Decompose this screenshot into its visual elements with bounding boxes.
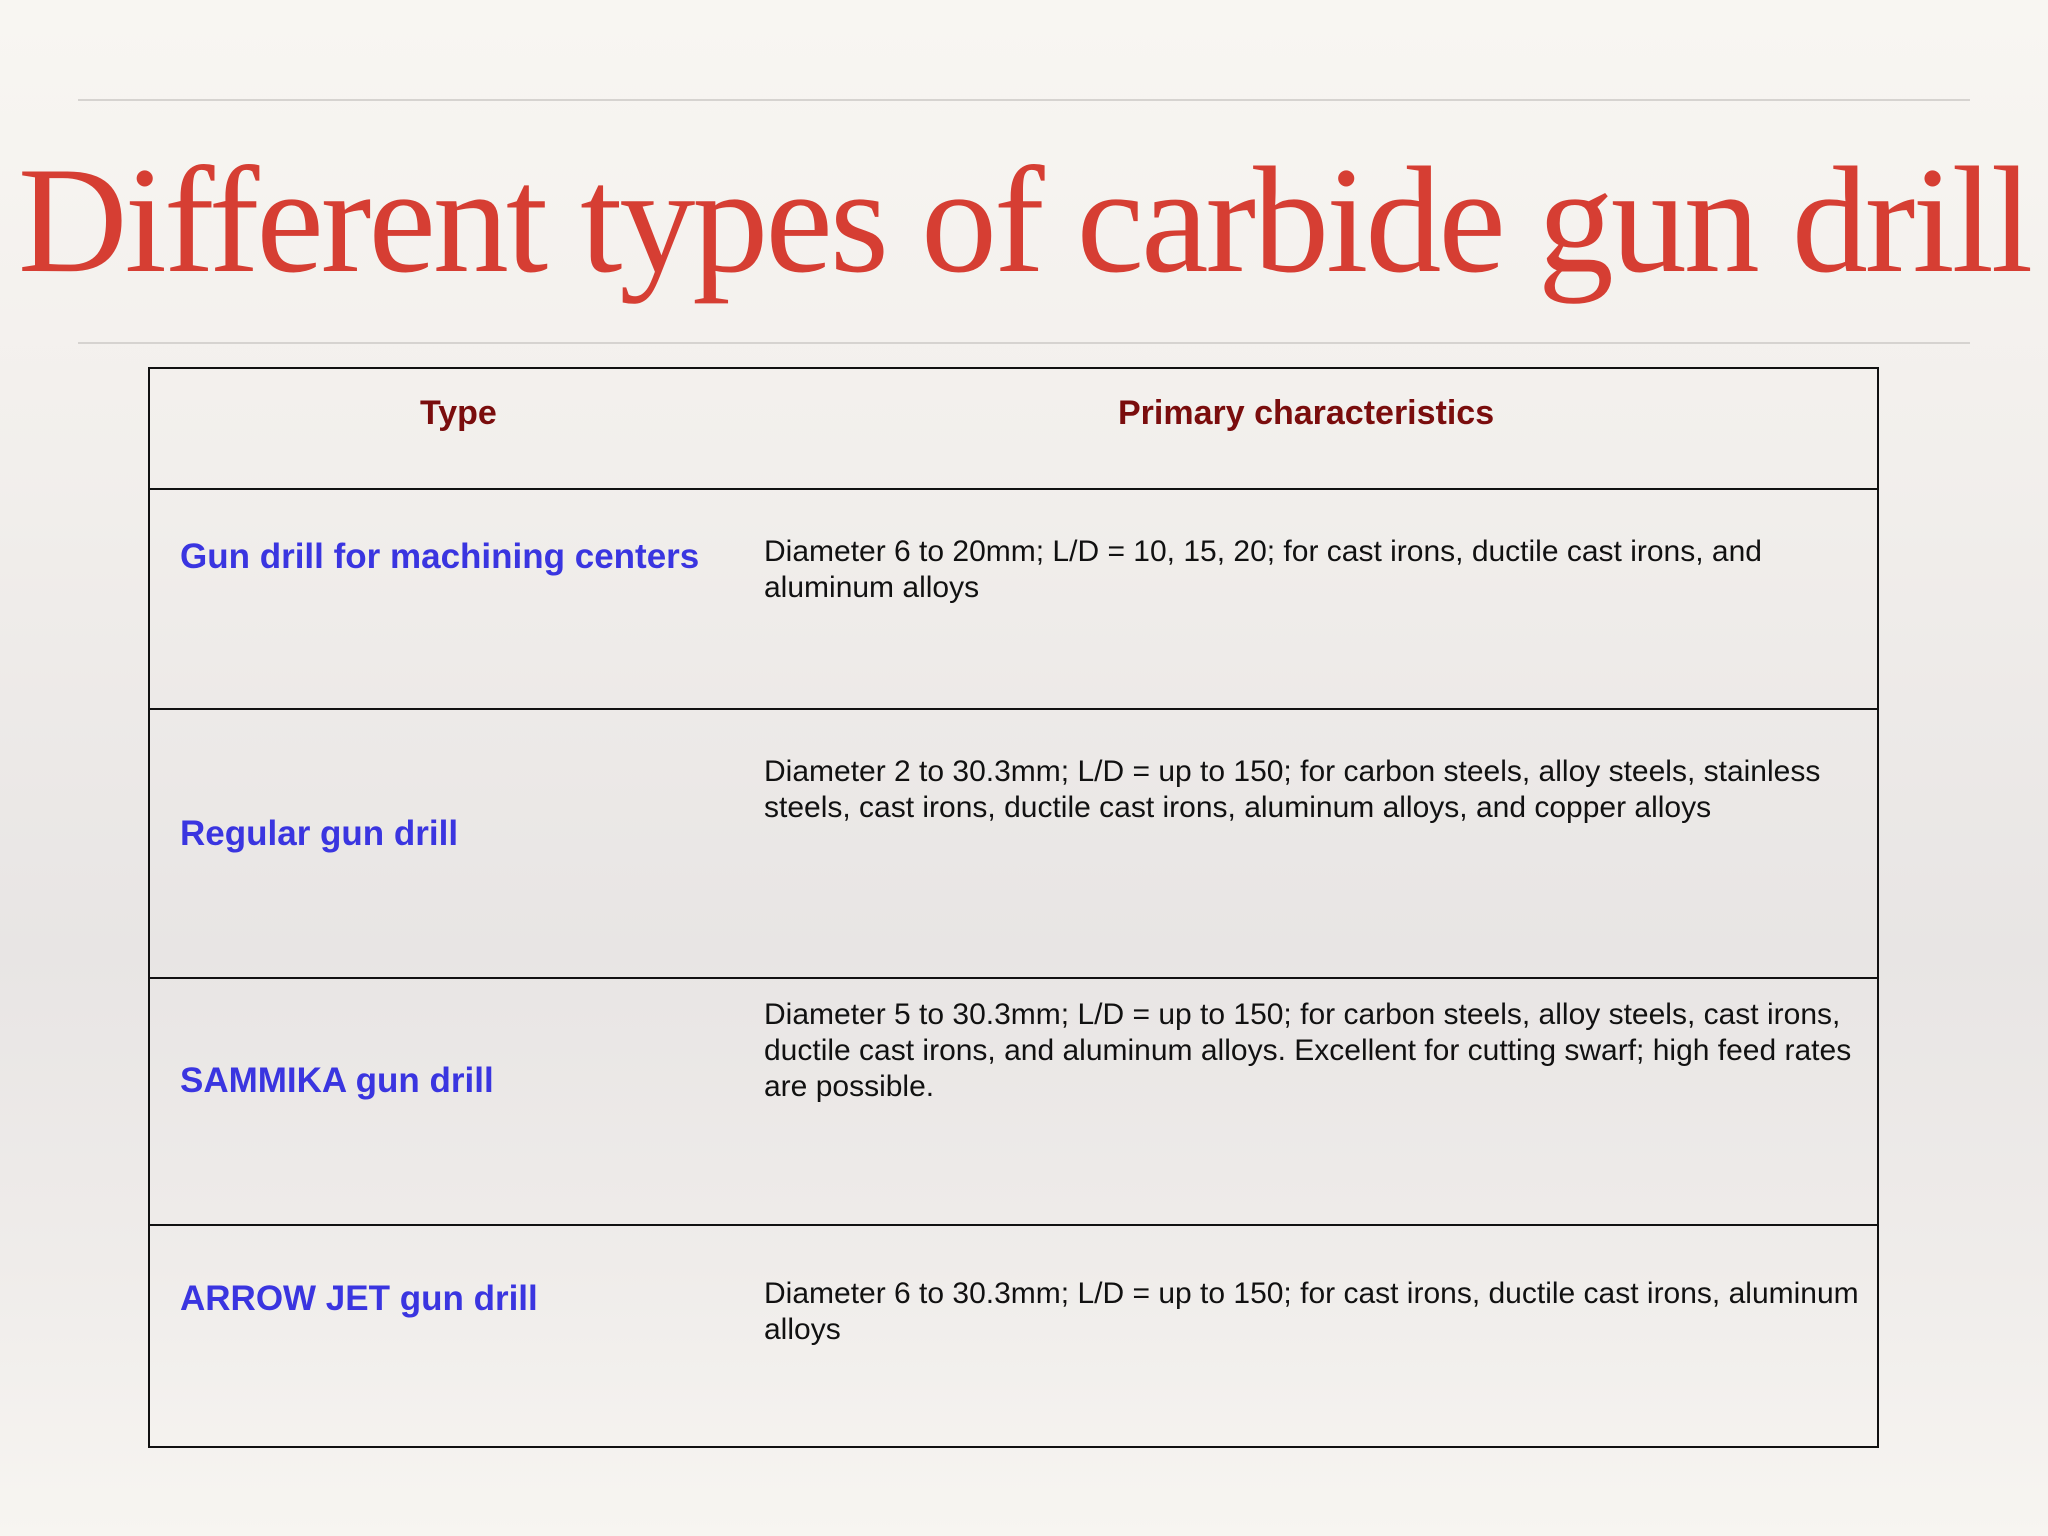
table-header-row: [150, 369, 1877, 489]
table-row: [150, 708, 1877, 978]
title-bottom-rule: [78, 342, 1970, 344]
characteristics-cell: Diameter 6 to 20mm; L/D = 10, 15, 20; for cast irons, ductile cast irons, and aluminum alloys: [764, 535, 1762, 604]
slide-title: Different types of carbide gun drill: [17, 136, 2031, 304]
type-cell: ARROW JET gun drill: [180, 1279, 538, 1318]
header-type: Type: [420, 394, 497, 432]
type-cell: SAMMIKA gun drill: [180, 1061, 494, 1100]
table-row: [150, 1224, 1877, 1446]
drill-types-table: [148, 367, 1879, 1448]
header-characteristics: Primary characteristics: [1118, 394, 1495, 432]
type-cell: Gun drill for machining centers: [180, 537, 700, 576]
table-row: [150, 488, 1877, 709]
table-row: [150, 977, 1877, 1225]
characteristics-cell: Diameter 6 to 30.3mm; L/D = up to 150; for cast irons, ductile cast irons, aluminum alloys: [764, 1277, 1859, 1346]
characteristics-cell: Diameter 2 to 30.3mm; L/D = up to 150; for carbon steels, alloy steels, stainless steels, cast irons, ductile cast irons, aluminum alloys, and copper alloys: [764, 755, 1821, 824]
title-top-rule: [78, 99, 1970, 101]
type-cell: Regular gun drill: [180, 814, 459, 853]
characteristics-cell: Diameter 5 to 30.3mm; L/D = up to 150; for carbon steels, alloy steels, cast irons, ductile cast irons, and aluminum alloys. Excellent for cutting swarf; high feed rates are possible.: [764, 998, 1852, 1103]
